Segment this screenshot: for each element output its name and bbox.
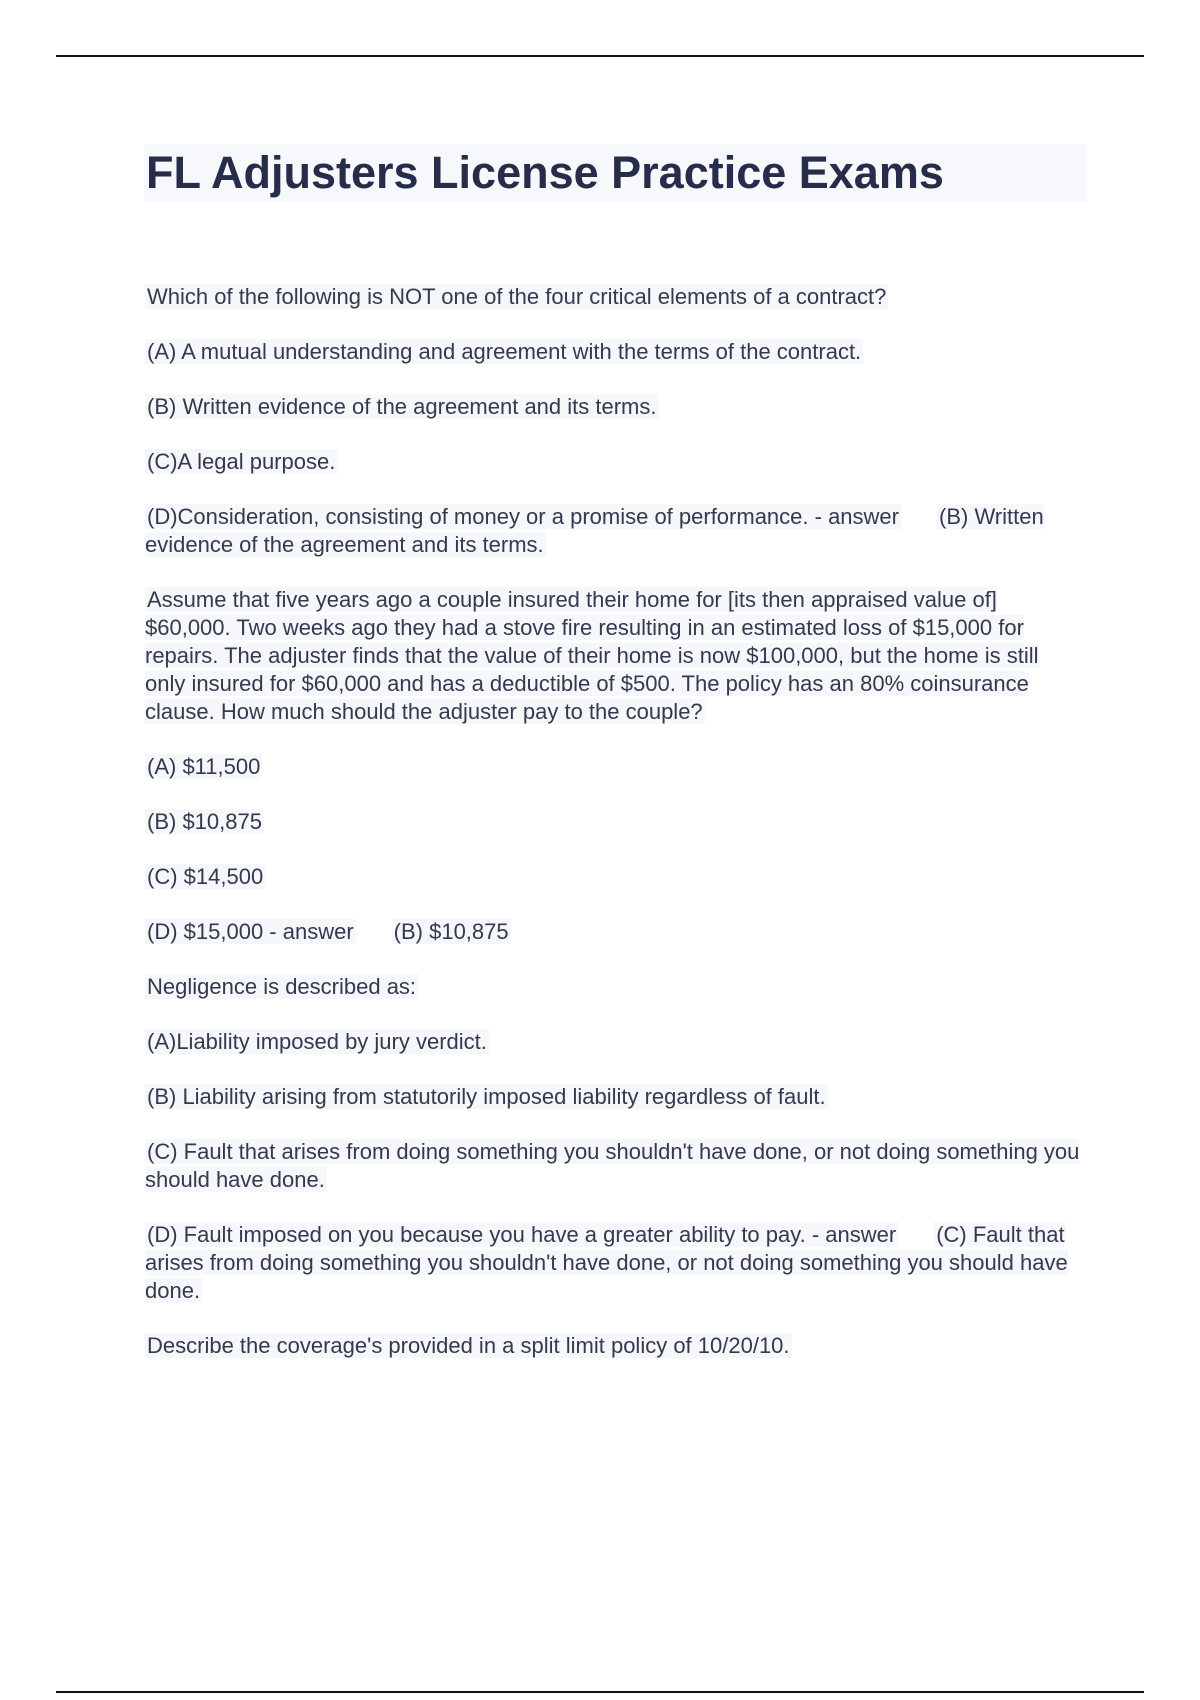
question-3-answer: (C) Fault that arises from doing something you shouldn't have done, or not doing something you should have done. xyxy=(145,1222,1068,1303)
document-title: FL Adjusters License Practice Exams xyxy=(146,147,944,198)
question-3-option-d-with-answer: (D) Fault imposed on you because you have a greater ability to pay. - answer (C) Fault that arises from doing something you shouldn't have done, or not doing something you should have done. xyxy=(145,1222,1068,1303)
questions-list xyxy=(145,283,1085,1387)
question-1-option-a: (A) A mutual understanding and agreement with the terms of the contract. xyxy=(147,339,862,364)
question-3-option-c: (C) Fault that arises from doing something you shouldn't have done, or not doing something you should have done. xyxy=(145,1139,1080,1192)
question-2-option-b: (B) $10,875 xyxy=(147,809,262,834)
question-4-stem: Describe the coverage's provided in a split limit policy of 10/20/10. xyxy=(147,1333,790,1358)
question-1-answer: (B) Written evidence of the agreement and its terms. xyxy=(145,504,1044,557)
question-3-option-b: (B) Liability arising from statutorily imposed liability regardless of fault. xyxy=(147,1084,826,1109)
question-2-stem: Assume that five years ago a couple insured their home for [its then appraised value of] $60,000. Two weeks ago they had a stove fire resulting in an estimated loss of $15,000 for repairs. The adjuster finds that the value of their home is now $100,000, but the home is still only insured for $60,000 and has a deductible of $500. The policy has an 80% coinsurance clause. How much should the adjuster pay to the couple? xyxy=(145,587,1039,724)
question-1-option-d-with-answer: (D)Consideration, consisting of money or a promise of performance. - answer (B) Written evidence of the agreement and its terms. xyxy=(145,504,1044,557)
question-1-option-c: (C)A legal purpose. xyxy=(147,449,336,474)
question-1-stem: Which of the following is NOT one of the four critical elements of a contract? xyxy=(147,284,887,309)
question-3-stem: Negligence is described as: xyxy=(147,974,417,999)
question-1-option-b: (B) Written evidence of the agreement and its terms. xyxy=(147,394,657,419)
question-2-answer: (B) $10,875 xyxy=(393,919,509,944)
question-3-option-a: (A)Liability imposed by jury verdict. xyxy=(147,1029,487,1054)
question-2-option-a: (A) $11,500 xyxy=(147,754,261,779)
footer-rule xyxy=(56,1691,1144,1693)
question-2-option-d-with-answer: (D) $15,000 - answer (B) $10,875 xyxy=(147,919,509,944)
question-2-option-c: (C) $14,500 xyxy=(147,864,264,889)
header-rule xyxy=(56,55,1144,57)
